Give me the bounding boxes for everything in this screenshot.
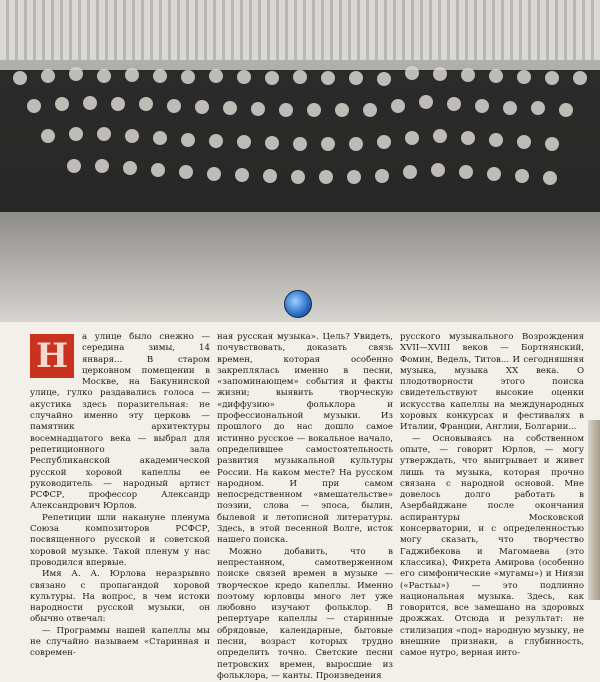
drop-cap-letter: Н: [35, 336, 69, 376]
paragraph: а улице было снежно — середина зимы, 14 января... В старом церковном помещении в Москве, на Бакунинской улице, гулко раздавались голоса — акустика здесь поразительная: не случайно именно эту церковь — памятник архитектуры восемнадцатого века — выбрал для репетиционного зала Республиканской академической русской хоровой капеллы ее руководитель — народный артист РСФСР, профессор Александр Александрович Юрлов.: [30, 332, 210, 512]
drop-cap: [30, 334, 74, 378]
article-column-2: [217, 332, 393, 682]
paragraph: — Программы нашей капеллы мы не случайно называем «Старинная и современ-: [30, 625, 210, 659]
paragraph: ная русская музыка». Цель? Увидеть, почувствовать, доказать связь времен, которая особенно закреплялась именно в песни, «запоминающем» события и факты жизни; выявить творческую «диффузию» фольклора и профессиональной музыки. Из прошлого до нас дошло самое истинно русское — вокальное начало, определившее самостоятельность развития музыкальной культуры России. На каком месте? На русском народном. И при самом непосредственном «вмешательстве» поэзии, слова — эпоса, былин, былевой и летописной литературы. Здесь, в этой песенной Волге, исток нашего поиска.: [217, 332, 393, 546]
article-column-3: [400, 332, 584, 660]
article-column-1: [30, 332, 210, 660]
paragraph: Можно добавить, что в непрестанном, самотверженном поиске связей времен в музыке — творческое кредо капеллы. Именно поэтому юрловцы много лет уже любовно изучают фольклор. В репертуаре капеллы — старинные обрядовые, календарные, бытовые песни, возраст которых трудно определить точно. Светские песни петровских времен, выросшие из фольклора, — канты. Произведения: [217, 546, 393, 681]
choir-photo: [0, 0, 600, 322]
paragraph: Имя А. А. Юрлова неразрывно связано с пропагандой хоровой культуры. На вопрос, в чем истоки народности русской музыки, он обычно отвечал:: [30, 569, 210, 625]
page-edge: [588, 420, 600, 600]
paragraph: Репетиции шли накануне пленума Союза композиторов РСФСР, посвященного русской и советской хоровой музыке. Такой пленум у нас проводился впервые.: [30, 512, 210, 568]
globe-emblem: [284, 290, 312, 318]
paragraph: русского музыкального Возрождения XVII—XVIII веков — Бортнянский, Фомин, Ведель, Титов... И сегодняшняя музыка, музыка XX века. О плодотворности этого поиска свидетельствуют высокие оценки искусства капеллы на международных хоровых конкурсах и фестивалях в Италии, Франции, Англии, Болгарии...: [400, 332, 584, 433]
article-body: [0, 332, 600, 681]
paragraph: — Основываясь на собственном опыте, — говорит Юрлов, — могу утверждать, что выигрывает и живет лишь та музыка, которая прочно связана с народной основой. Мне довелось долго работать в Азербайджане после окончания аспирантуры Московской консерватории, и с определенностью могу сказать, что творчество Гаджибекова и Магомаева (это классика), Фикрета Амирова (особенно его симфонические «мугамы») и Ниязи («Растьы») — это подлинно национальная музыка. Здесь, как говорится, все замешано на здоровых дрожжах. Отсюда и результат: не стилизация «под» народную музыку, не внешние признаки, а глубинность, самое нутро, верная инто-: [400, 433, 584, 659]
